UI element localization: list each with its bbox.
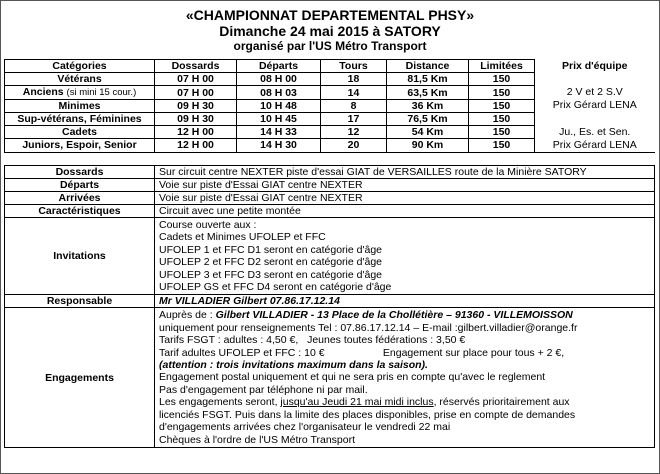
info-row-responsable	[5, 295, 655, 308]
eng-tarif-fsgt: Tarifs FSGT : adultes : 4,50 €,	[159, 334, 299, 347]
row-tours: 12	[321, 126, 387, 139]
departs-value: Voie sur piste d'Essai GIAT centre NEXTER	[155, 179, 655, 192]
invitation-line: Course ouverte aux :	[159, 219, 257, 231]
eng-line-tarifs-fsgt	[159, 334, 652, 346]
eng-attention: (attention : trois invitations maximum dans la saison).	[159, 359, 428, 372]
eng-tarif-ufolep: Tarif adultes UFOLEP et FFC : 10 €	[159, 346, 325, 359]
row-departs: 14 H 33	[237, 126, 321, 139]
row-category: Minimes	[5, 100, 155, 113]
eng-address: Gilbert VILLADIER - 13 Place de la Chollétière – 91360 - VILLEMOISSON	[215, 309, 573, 322]
row-category: Sup-vétérans, Féminines	[5, 113, 155, 126]
row-tours: 8	[321, 100, 387, 113]
row-departs: 10 H 48	[237, 100, 321, 113]
prize-group-1-line1: 2 V et 2 S.V	[566, 86, 623, 98]
prize-group-1	[535, 73, 655, 126]
row-tours: 14	[321, 86, 387, 100]
responsable-name: Mr VILLADIER Gilbert 07.86.17.12.14	[159, 295, 340, 308]
eng-address-prefix: Auprès de :	[159, 309, 216, 322]
col-header-categories: Catégories	[5, 60, 155, 73]
prize-group-1-line2: Prix Gérard LENA	[552, 99, 637, 111]
dossards-value: Sur circuit centre NEXTER piste d'essai GIAT de VERSAILLES route de la Minière SATORY	[155, 166, 655, 179]
row-distance: 81,5 Km	[387, 73, 469, 86]
row-departs: 08 H 03	[237, 86, 321, 100]
row-distance: 76,5 Km	[387, 113, 469, 126]
row-departs: 14 H 30	[237, 139, 321, 152]
info-row-invitations	[5, 218, 655, 295]
row-dossards: 07 H 00	[155, 86, 237, 100]
engagements-value	[155, 308, 655, 447]
dossards-label: Dossards	[5, 166, 155, 179]
row-limitees: 150	[469, 126, 535, 139]
arrivees-label: Arrivées	[5, 192, 155, 205]
eng-line-postal: Engagement postal uniquement et qui ne sera pris en compte qu'avec le reglement	[159, 371, 546, 384]
eng-deadline-suffix: , réservés prioritairement aux	[433, 396, 570, 409]
eng-deadline-prefix: Les engagements seront,	[159, 396, 281, 409]
row-departs: 10 H 45	[237, 113, 321, 126]
col-header-dossards: Dossards	[155, 60, 237, 73]
row-distance: 54 Km	[387, 126, 469, 139]
row-category-name: Anciens	[22, 86, 64, 98]
row-limitees: 150	[469, 100, 535, 113]
row-distance: 36 Km	[387, 100, 469, 113]
eng-line-address	[159, 309, 652, 321]
page-title: «CHAMPIONNAT DEPARTEMENTAL PHSY»	[185, 7, 475, 23]
invitations-value	[155, 218, 655, 295]
eng-line-no-phone: Pas d'engagement par téléphone ni par mail.	[159, 383, 368, 396]
caracteristiques-value: Circuit avec une petite montée	[155, 205, 655, 218]
info-row-dossards	[5, 166, 655, 179]
row-dossards: 09 H 30	[155, 113, 237, 126]
row-category: Cadets	[5, 126, 155, 139]
col-header-prix: Prix d'équipe	[561, 60, 628, 72]
engagements-label: Engagements	[5, 308, 155, 447]
invitation-line: UFOLEP 2 et FFC D2 seront en catégorie d'âge	[159, 256, 383, 269]
table-row	[5, 73, 655, 86]
row-dossards: 07 H 00	[155, 73, 237, 86]
col-header-departs: Départs	[237, 60, 321, 73]
row-limitees: 150	[469, 73, 535, 86]
row-tours: 20	[321, 139, 387, 152]
prize-group-2-line2: Prix Gérard LENA	[552, 138, 637, 151]
row-dossards: 12 H 00	[155, 126, 237, 139]
invitation-line: UFOLEP GS et FFC D4 seront en catégorie d'âge	[159, 281, 392, 294]
eng-deadline-date: jusqu'au Jeudi 21 mai midi inclus	[280, 396, 434, 409]
schedule-table	[4, 59, 655, 153]
eng-line-contact: uniquement pour renseignements Tel : 07.86.17.12.14 – E-mail :gilbert.villadier@orange.fr	[159, 321, 578, 334]
table-header-row	[5, 60, 655, 73]
row-limitees: 150	[469, 86, 535, 100]
invitation-line: UFOLEP 1 et FFC D1 seront en catégorie d'âge	[159, 243, 383, 256]
prize-group-2	[535, 126, 655, 153]
row-limitees: 150	[469, 139, 535, 152]
invitation-line: Cadets et Minimes UFOLEP et FFC	[159, 231, 326, 244]
info-row-engagements	[5, 308, 655, 447]
responsable-value	[155, 295, 655, 308]
row-distance: 90 Km	[387, 139, 469, 152]
responsable-label: Responsable	[5, 295, 155, 308]
row-distance: 63,5 Km	[387, 86, 469, 100]
row-category	[5, 86, 155, 100]
row-tours: 18	[321, 73, 387, 86]
eng-line-attention	[159, 359, 652, 371]
info-row-arrivees	[5, 192, 655, 205]
invitations-label: Invitations	[5, 218, 155, 295]
organizer-line: organisé par l'US Métro Transport	[233, 39, 427, 53]
arrivees-value: Voie sur piste d'Essai GIAT centre NEXTER	[155, 192, 655, 205]
event-date: Dimanche 24 mai 2015 à SATORY	[219, 23, 441, 39]
col-header-distance: Distance	[387, 60, 469, 73]
row-category: Juniors, Espoir, Senior	[5, 139, 155, 152]
table-row	[5, 126, 655, 139]
col-header-limitees: Limitées	[469, 60, 535, 73]
info-row-departs	[5, 179, 655, 192]
col-header-tours: Tours	[321, 60, 387, 73]
caracteristiques-label: Caractéristiques	[5, 205, 155, 218]
eng-line-vendredi: d'engagements arrivées chez l'organisateur le vendredi 22 mai	[159, 421, 451, 434]
row-limitees: 150	[469, 113, 535, 126]
eng-sur-place: Engagement sur place pour tous + 2 €,	[382, 346, 565, 359]
eng-tarif-jeunes: Jeunes toutes fédérations : 3,50 €	[307, 334, 466, 347]
prize-group-2-line1: Ju., Es. et Sen.	[559, 125, 631, 138]
eng-line-cheques: Chèques à l'ordre de l'US Métro Transport	[159, 433, 356, 446]
row-tours: 17	[321, 113, 387, 126]
eng-line-tarifs-ufolep	[159, 347, 652, 359]
invitation-line: UFOLEP 3 et FFC D3 seront en catégorie d'âge	[159, 268, 383, 281]
row-dossards: 09 H 30	[155, 100, 237, 113]
row-departs: 08 H 00	[237, 73, 321, 86]
departs-label: Départs	[5, 179, 155, 192]
row-category: Vétérans	[5, 73, 155, 86]
info-table	[4, 165, 655, 448]
info-row-caracteristiques	[5, 205, 655, 218]
row-category-note: (si mini 15 cour.)	[66, 87, 137, 98]
eng-line-licencies: licenciés FSGT. Puis dans la limite des places disponibles, prise en compte de demandes	[159, 408, 576, 421]
row-dossards: 12 H 00	[155, 139, 237, 152]
eng-line-deadline	[159, 396, 652, 408]
